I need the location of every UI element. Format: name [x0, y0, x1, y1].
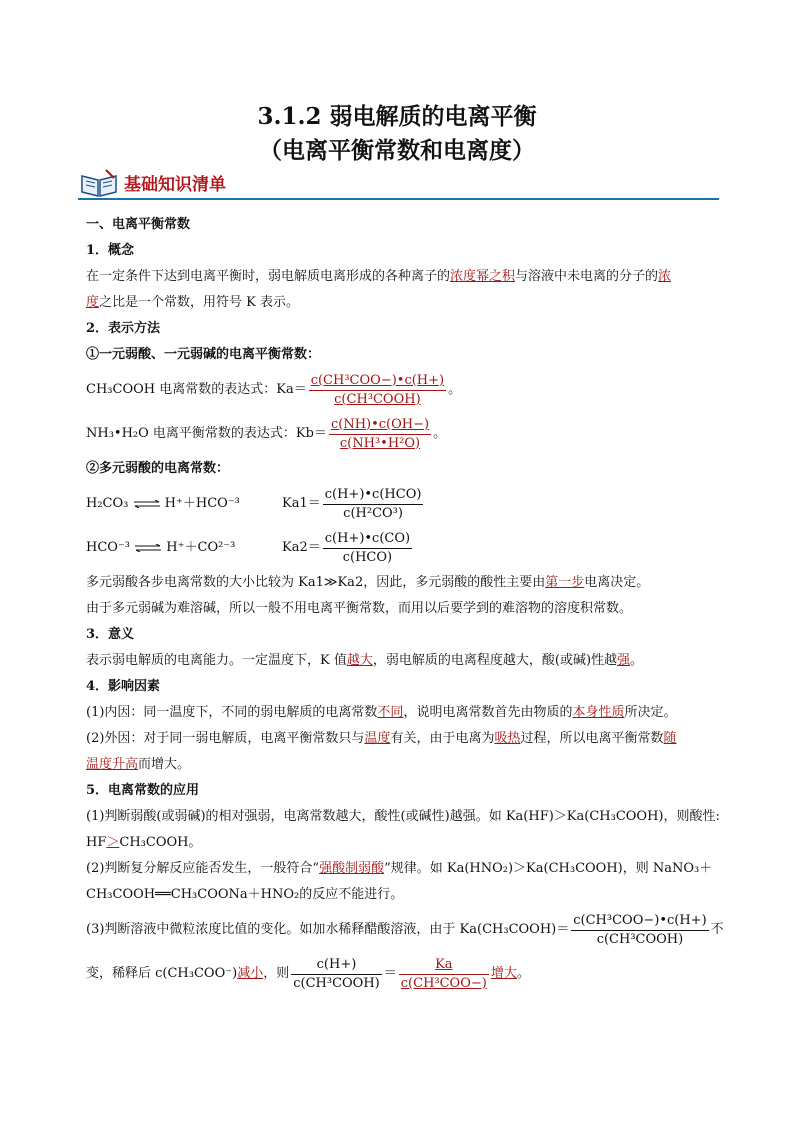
- page-title: 3.1.2 弱电解质的电离平衡: [257, 103, 537, 130]
- meaning-line: 表示弱电解质的电离能力。一定温度下，K 值越大，弱电解质的电离程度越大，酸(或碱)性越强。: [86, 653, 644, 668]
- app3-fraction: $\frac{\text{c(CH³COO−)•c(H+)}}{\text{c(CH³COOH)}}$: [573, 912, 707, 947]
- app1-line-1: (1)判断弱酸(或弱碱)的相对强弱，电离常数越大，酸性(或碱性)越强。如 Ka(HF)＞Ka(CH₃COOH)，则酸性:: [86, 809, 720, 824]
- kb-expression: NH₃•H₂O 电离平衡常数的表达式：Kb＝ $\frac{c(NH)•c(OH-)}{\text{c(NH³•H²O)}}$ 。: [86, 416, 447, 451]
- app3-line-1: (3)判断溶液中微粒浓度比值的变化。如加水稀释醋酸溶液，由于 Ka(CH₃COOH)＝ $\frac{\text{c(CH³COO−)•c(H+)}}{\text{c(CH³COOH)}}$ 不: [86, 912, 724, 947]
- app3-line-2: 变，稀释后 c(CH₃COO⁻) 减小 ，则 $\frac{c(H+)}{\text{c(CH³COOH)}}$ ＝ $\frac{Ka}{\text{c(CH³COO−)}}$ 增大 。: [86, 956, 530, 991]
- section-banner: [78, 166, 718, 204]
- app2-line-1: (2)判断复分解反应能否发生，一般符合“强酸制弱酸”规律。如 Ka(HNO₂)＞Ka(CH₃COOH)，则 NaNO₃＋: [86, 861, 713, 876]
- banner-label: 基础知识清单: [124, 175, 226, 195]
- ka-fraction: $\frac{\text{c(CH³COO−)•c(H+)}}{\text{c(CH³COOH)}}$: [310, 372, 445, 407]
- sub-heading: ①一元弱酸、一元弱碱的电离平衡常数：: [86, 347, 321, 362]
- concept-line-1: 在一定条件下达到电离平衡时，弱电解质电离形成的各种离子的浓度幂之积与溶液中未电离的分子的浓: [86, 269, 672, 284]
- subsection-heading: 1．概念: [86, 243, 135, 258]
- app3-ratio-fraction: $\frac{c(H+)}{\text{c(CH³COOH)}}$: [293, 956, 380, 991]
- open-book-icon: [78, 168, 120, 198]
- subsection-heading: 2．表示方法: [86, 321, 161, 336]
- sub-heading: ②多元弱酸的电离常数：: [86, 461, 230, 476]
- outer-factor-line-1: (2)外因：对于同一弱电解质，电离平衡常数只与温度有关，由于电离为吸热过程，所以电离平衡常数随: [86, 731, 677, 746]
- equilibrium-arrow-icon: [133, 500, 161, 508]
- base-line: 由于多元弱碱为难溶碱，所以一般不用电离平衡常数，而用以后要学到的难溶物的溶度积常数。: [86, 601, 633, 616]
- kb-fraction: $\frac{c(NH)•c(OH-)}{\text{c(NH³•H²O)}}$: [330, 416, 430, 451]
- ka1-equation: H₂CO₃ H⁺＋HCO⁻³ Ka1＝ $\frac{\text{c(H+)•c(HCO)}}{\text{c(H²CO³)}}$: [86, 486, 422, 521]
- equilibrium-arrow-icon: [134, 544, 162, 552]
- ka-expression: CH₃COOH 电离常数的表达式：Ka＝ $\frac{\text{c(CH³COO−)•c(H+)}}{\text{c(CH³COOH)}}$ 。: [86, 372, 462, 407]
- app1-line-2: HF＞CH₃COOH。: [86, 835, 202, 850]
- app3-ka-fraction: $\frac{Ka}{\text{c(CH³COO−)}}$: [400, 956, 487, 991]
- subsection-heading: 5．电离常数的应用: [86, 783, 200, 798]
- ka1-fraction: $\frac{\text{c(H+)•c(HCO)}}{\text{c(H²CO³)}}$: [324, 486, 422, 521]
- subsection-heading: 4．影响因素: [86, 679, 161, 694]
- section-heading: 一、电离平衡常数: [86, 217, 191, 232]
- subsection-heading: 3．意义: [86, 627, 135, 642]
- multi-acid-line: 多元弱酸各步电离常数的大小比较为 Ka1≫Ka2，因此，多元弱酸的酸性主要由第一步电离决定。: [86, 575, 650, 590]
- document-body: [86, 212, 726, 996]
- app2-line-2: CH₃COOH══CH₃COONa＋HNO₂的反应不能进行。: [86, 887, 404, 902]
- banner-divider: [78, 198, 719, 200]
- ka2-equation: HCO⁻³ H⁺＋CO²⁻³ Ka2＝ $\frac{c(H+)•c(CO)}{\text{c(HCO)}}$: [86, 530, 411, 565]
- concept-line-2: 度之比是一个常数，用符号 K 表示。: [86, 295, 299, 310]
- outer-factor-line-2: 温度升高而增大。: [86, 757, 191, 772]
- page-subtitle: （电离平衡常数和电离度）: [259, 137, 535, 164]
- inner-factor-line: (1)内因：同一温度下，不同的弱电解质的电离常数不同，说明电离常数首先由物质的本身性质所决定。: [86, 705, 677, 720]
- ka2-fraction: $\frac{c(H+)•c(CO)}{\text{c(HCO)}}$: [324, 530, 411, 565]
